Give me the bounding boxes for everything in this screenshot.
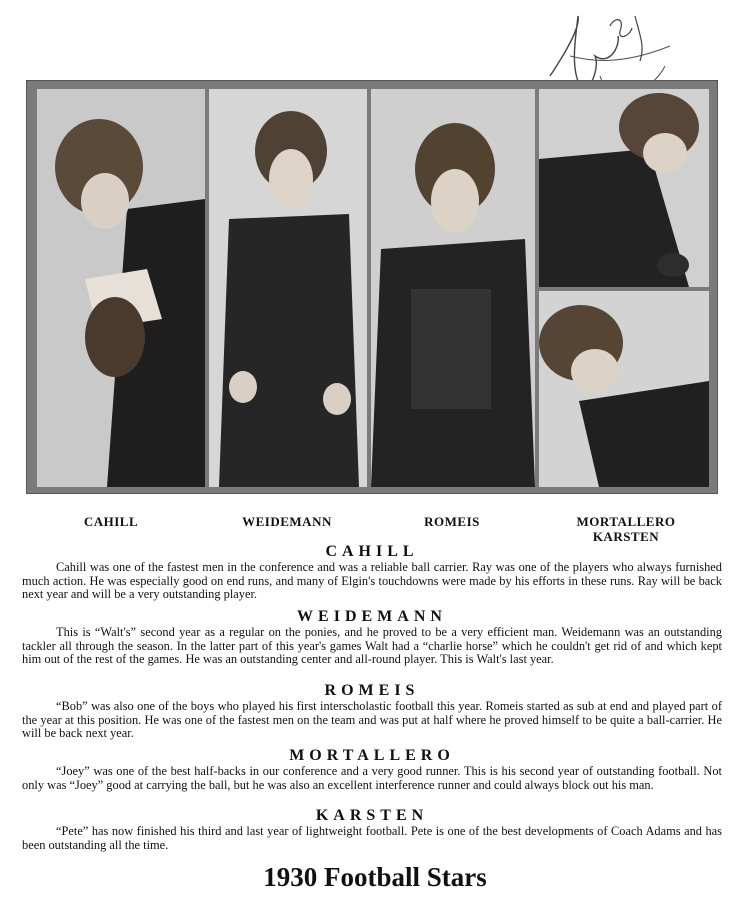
section-romeis: [22, 682, 722, 741]
section-cahill: [22, 543, 722, 602]
caption-romeis: ROMEIS: [424, 514, 480, 529]
section-heading: MORTALLERO: [289, 747, 455, 764]
caption-karsten: KARSTEN: [592, 529, 660, 544]
caption-mortallero: MORTALLERO: [576, 514, 676, 529]
caption-cahill: CAHILL: [83, 514, 139, 529]
mortallero-photo: [539, 89, 709, 287]
caption-weidemann: WEIDEMANN: [242, 514, 332, 529]
weidemann-photo: [209, 89, 367, 487]
section-karsten: [22, 807, 722, 852]
karsten-photo: [539, 291, 709, 487]
section-heading: CAHILL: [325, 543, 419, 560]
player-photo-strip: [26, 80, 718, 494]
section-text: “Pete” has now finished his third and last year of lightweight football. Pete is one of the best developments of Coach Adams and has been outstanding all the time.: [22, 824, 722, 852]
photo-captions: [26, 510, 718, 546]
section-mortallero: [22, 747, 722, 792]
section-text: “Bob” was also one of the boys who played his first interscholastic football this year. Romeis started as sub at end and played part of the year at this position. He was one of the fastest men on the team and was put at half where he proved himself to be quite a ball-carrier. He will be back next year.: [22, 699, 722, 741]
section-weidemann: [22, 608, 722, 667]
romeis-photo: [371, 89, 535, 487]
section-text: This is “Walt's” second year as a regular on the ponies, and he proved to be a very efficient man. Weidemann was an outstanding tackler all through the season. In the latter part of this year's games Walt had a “charlie horse” which he couldn't get rid of and which kept him out of the rest of the games. He was an outstanding center and all-round player. This is Walt's last year.: [22, 625, 722, 667]
section-heading: ROMEIS: [324, 682, 420, 699]
section-heading: WEIDEMANN: [297, 608, 447, 625]
section-heading: KARSTEN: [315, 807, 429, 824]
section-text: Cahill was one of the fastest men in the conference and was a reliable ball carrier. Ray was one of the players who always furnished much action. He was especially good on end runs, and many of Elgin's touchdowns were made by his efforts in these runs. Ray will be back next year and will be a very outstanding player.: [22, 560, 722, 602]
cahill-photo: [37, 89, 205, 487]
section-text: “Joey” was one of the best half-backs in our conference and a very good runner. This is his second year of outstanding football. Not only was “Joey” good at carrying the ball, but he was also an excellent interference runner and could always block out his man.: [22, 764, 722, 792]
page-title: 1930 Football Stars: [263, 862, 487, 892]
